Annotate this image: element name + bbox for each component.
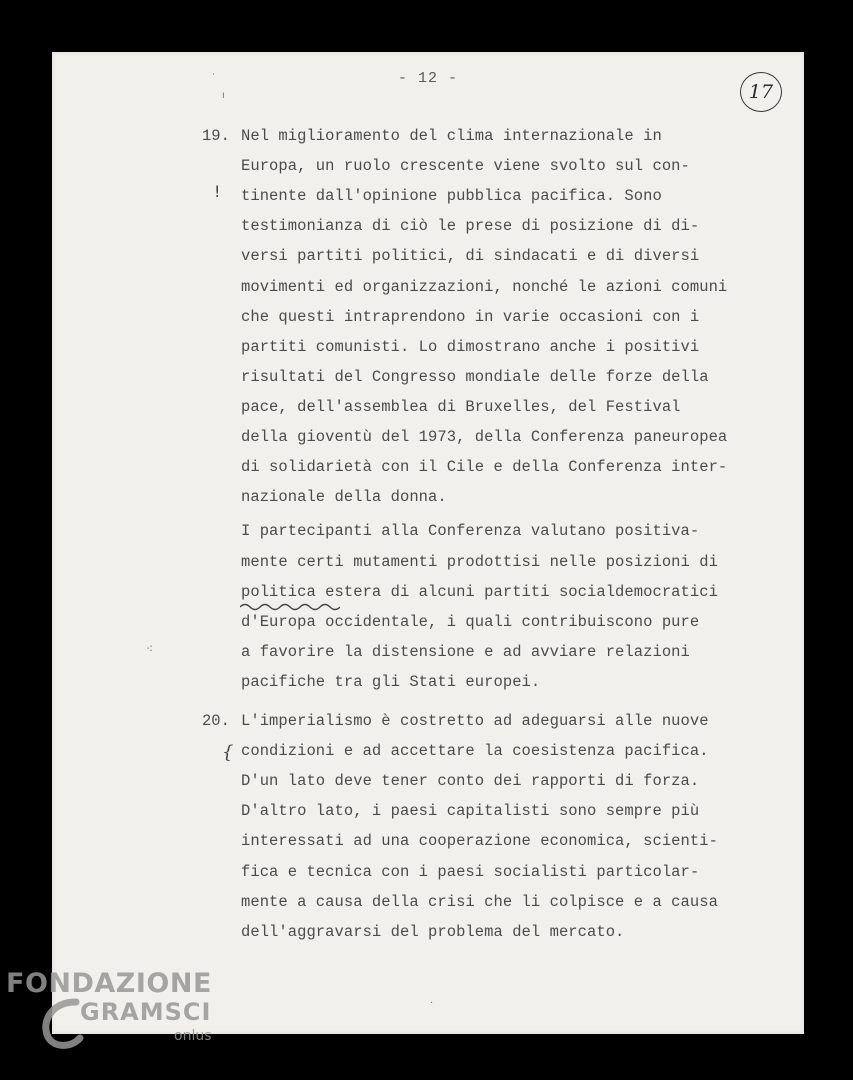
text-line: versi partiti politici, di sindacati e di diversi xyxy=(241,247,700,265)
text-line: politica estera di alcuni partiti socialdemocratici xyxy=(241,583,718,601)
folio-number-circle: 17 xyxy=(740,72,782,112)
text-line: che questi intraprendono in varie occasioni con i xyxy=(241,308,700,326)
text-line: dell'aggravarsi del problema del mercato. xyxy=(241,923,625,941)
margin-mark-brace: { xyxy=(222,742,234,763)
margin-mark-exclamation: ! xyxy=(214,182,221,201)
section-number-20: 20. xyxy=(202,712,230,730)
text-line: risultati del Congresso mondiale delle forze della xyxy=(241,368,709,386)
text-line: mente a causa della crisi che li colpisce e a causa xyxy=(241,893,718,911)
text-line: condizioni e ad accettare la coesistenza pacifica. xyxy=(241,742,709,760)
section-number-19: 19. xyxy=(202,127,230,145)
fondazione-gramsci-watermark xyxy=(6,968,236,1058)
page-number: - 12 - xyxy=(397,70,458,87)
handwritten-underline xyxy=(240,602,340,612)
text-line: a favorire la distensione e ad avviare relazioni xyxy=(241,643,690,661)
logo-text-fondazione: FONDAZIONE xyxy=(6,968,212,999)
text-line: partiti comunisti. Lo dimostrano anche i positivi xyxy=(241,338,700,356)
text-line: di solidarietà con il Cile e della Conferenza inter- xyxy=(241,458,728,476)
text-line: D'un lato deve tener conto dei rapporti di forza. xyxy=(241,772,700,790)
smudge-dot: · xyxy=(430,998,434,1009)
text-line: Europa, un ruolo crescente viene svolto sul con- xyxy=(241,157,690,175)
smudge-dot: ⁖ xyxy=(146,642,154,656)
text-line: D'altro lato, i paesi capitalisti sono sempre più xyxy=(241,802,700,820)
text-line: della gioventù del 1973, della Conferenza paneuropea xyxy=(241,428,728,446)
text-line: movimenti ed organizzazioni, nonché le azioni comuni xyxy=(241,278,728,296)
text-line: d'Europa occidentale, i quali contribuiscono pure xyxy=(241,613,700,631)
smudge-dot: ı xyxy=(222,90,225,101)
text-line: I partecipanti alla Conferenza valutano positiva- xyxy=(241,522,700,540)
text-line: pacifiche tra gli Stati europei. xyxy=(241,673,541,691)
text-line: Nel miglioramento del clima internazionale in xyxy=(241,127,662,145)
text-line: pace, dell'assemblea di Bruxelles, del Festival xyxy=(241,398,681,416)
text-line: interessati ad una cooperazione economica, scienti- xyxy=(241,832,718,850)
logo-text-onlus: onlus xyxy=(174,1028,212,1044)
text-line: L'imperialismo è costretto ad adeguarsi alle nuove xyxy=(241,712,709,730)
smudge-dot: · xyxy=(212,70,215,80)
text-line: mente certi mutamenti prodottisi nelle posizioni di xyxy=(241,553,718,571)
text-line: testimonianza di ciò le prese di posizione di di- xyxy=(241,217,700,235)
text-line: tinente dall'opinione pubblica pacifica. Sono xyxy=(241,187,662,205)
logo-text-gramsci: GRAMSCI xyxy=(80,998,212,1026)
text-line: fica e tecnica con i paesi socialisti particolar- xyxy=(241,863,700,881)
text-line: nazionale della donna. xyxy=(241,488,447,506)
document-sheet xyxy=(52,52,804,1034)
